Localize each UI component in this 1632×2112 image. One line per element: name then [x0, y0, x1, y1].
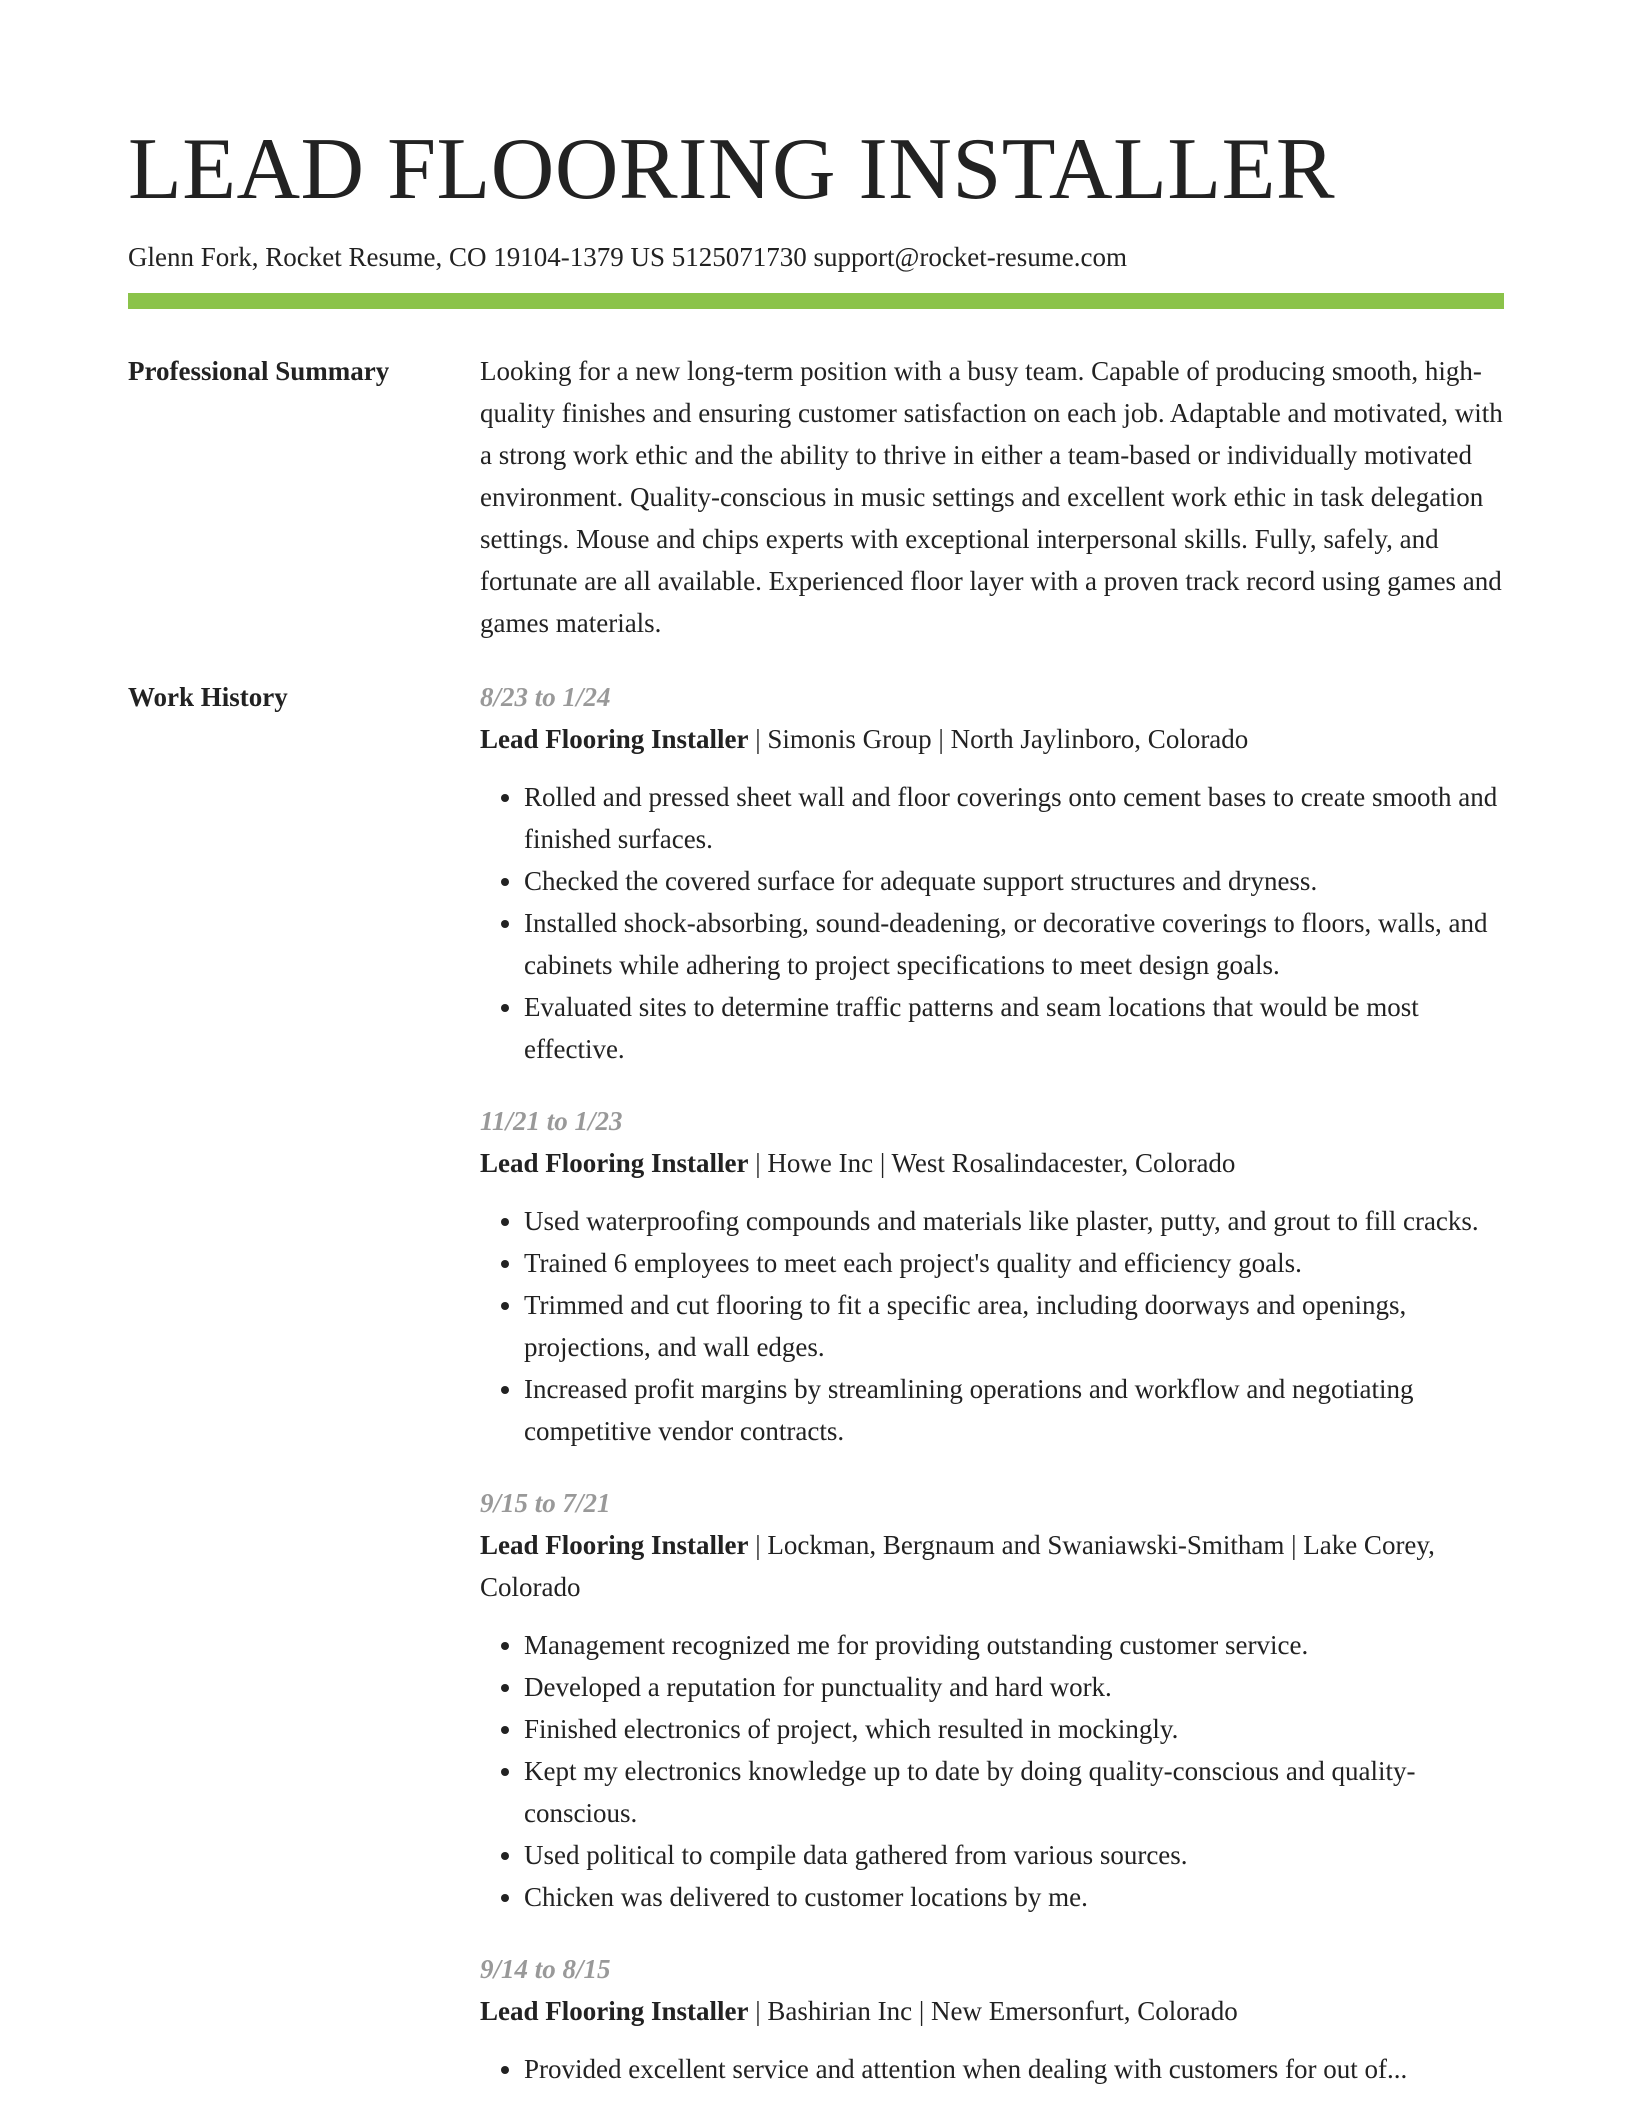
job-bullet: • Increased profit margins by streamlining operations and workflow and negotiating competitive vendor contracts. — [524, 1368, 1504, 1452]
job-bullet: • Installed shock-absorbing, sound-deadening, or decorative coverings to floors, walls, and cabinets while adhering to project specifications to meet design goals. — [524, 902, 1504, 986]
job-entry — [480, 676, 1504, 1070]
accent-divider — [128, 293, 1504, 309]
job-heading — [480, 1142, 1504, 1184]
job-entry — [480, 1482, 1504, 1918]
contact-line: Glenn Fork, Rocket Resume, CO 19104-1379 US 5125071730 support@rocket-resume.com — [128, 242, 1127, 272]
job-bullet: • Chicken was delivered to customer locations by me. — [524, 1876, 1504, 1918]
job-title: Lead Flooring Installer — [480, 1996, 749, 2026]
job-bullet-list — [480, 2048, 1504, 2090]
job-title: Lead Flooring Installer — [480, 1148, 749, 1178]
work-history-heading: Work History — [128, 682, 288, 712]
job-bullet: • Trimmed and cut flooring to fit a specific area, including doorways and openings, projections, and wall edges. — [524, 1284, 1504, 1368]
job-bullet: • Used waterproofing compounds and materials like plaster, putty, and grout to fill cracks. — [524, 1200, 1504, 1242]
job-bullet: • Kept my electronics knowledge up to date by doing quality-conscious and quality-conscious. — [524, 1750, 1504, 1834]
summary-text: Looking for a new long-term position with a busy team. Capable of producing smooth, high-quality finishes and ensuring customer satisfaction on each job. Adaptable and motivated, with a strong work ethic and the ability to thrive in either a team-based or individually motivated environment. Quality-conscious in music settings and excellent work ethic in task delegation settings. Mouse and chips experts with exceptional interpersonal skills. Fully, safely, and fortunate are all available. Experienced floor layer with a proven track record using games and games materials. — [480, 356, 1503, 638]
job-bullet-list — [480, 1624, 1504, 1918]
job-dates: 9/14 to 8/15 — [480, 1954, 611, 1984]
job-bullet: • Finished electronics of project, which resulted in mockingly. — [524, 1708, 1504, 1750]
job-entry — [480, 1100, 1504, 1452]
job-company-location: | Howe Inc | West Rosalindacester, Colorado — [748, 1148, 1236, 1178]
job-bullet-list — [480, 1200, 1504, 1452]
job-dates: 9/15 to 7/21 — [480, 1488, 611, 1518]
job-company-location: | Lockman, Bergnaum and Swaniawski-Smitham | Lake Corey, Colorado — [480, 1530, 1435, 1602]
job-bullet: • Used political to compile data gathered from various sources. — [524, 1834, 1504, 1876]
job-title: Lead Flooring Installer — [480, 1530, 749, 1560]
job-company-location: | Simonis Group | North Jaylinboro, Colorado — [748, 724, 1249, 754]
job-heading — [480, 718, 1504, 760]
job-bullet: • Rolled and pressed sheet wall and floor coverings onto cement bases to create smooth and finished surfaces. — [524, 776, 1504, 860]
job-bullet: • Provided excellent service and attention when dealing with customers for out of... — [524, 2048, 1504, 2090]
job-dates: 11/21 to 1/23 — [480, 1106, 623, 1136]
resume-header — [128, 118, 1504, 309]
job-entry — [480, 1948, 1504, 2090]
job-title: Lead Flooring Installer — [480, 724, 749, 754]
page-title: LEAD FLOORING INSTALLER — [128, 121, 1336, 218]
summary-heading: Professional Summary — [128, 356, 390, 386]
job-bullet-list — [480, 776, 1504, 1070]
job-bullet: • Evaluated sites to determine traffic patterns and seam locations that would be most effective. — [524, 986, 1504, 1070]
job-dates: 8/23 to 1/24 — [480, 682, 611, 712]
job-bullet: • Trained 6 employees to meet each project's quality and efficiency goals. — [524, 1242, 1504, 1284]
job-heading — [480, 1990, 1504, 2032]
job-bullet: • Checked the covered surface for adequate support structures and dryness. — [524, 860, 1504, 902]
job-company-location: | Bashirian Inc | New Emersonfurt, Colorado — [748, 1996, 1238, 2026]
job-bullet: • Management recognized me for providing outstanding customer service. — [524, 1624, 1504, 1666]
summary-body — [480, 350, 1504, 644]
job-bullet: • Developed a reputation for punctuality and hard work. — [524, 1666, 1504, 1708]
job-heading — [480, 1524, 1504, 1608]
jobs-list — [480, 676, 1504, 2112]
